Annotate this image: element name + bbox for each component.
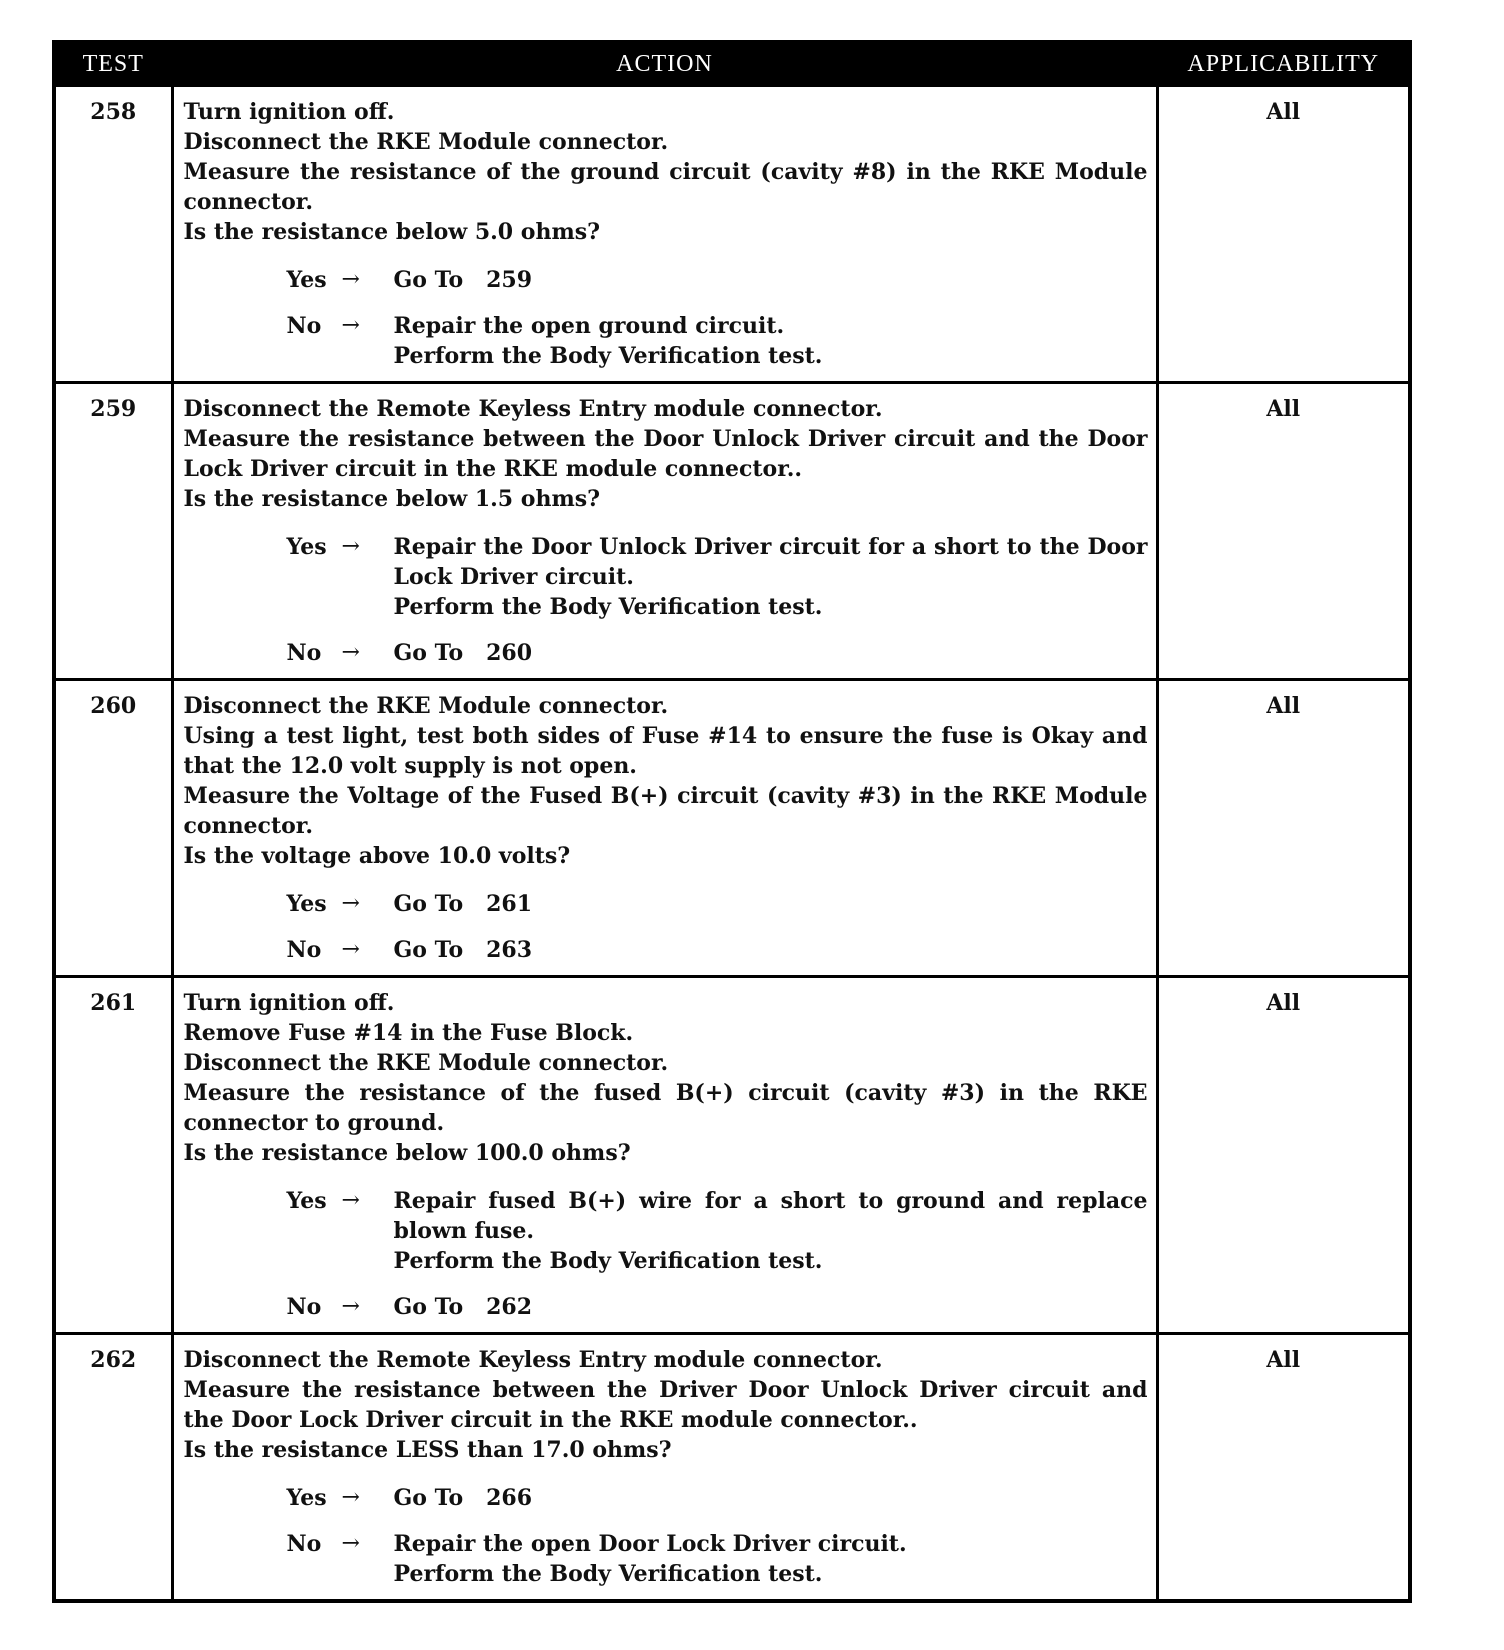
outcome-result <box>394 311 1148 371</box>
action-step: Remove Fuse #14 in the Fuse Block. <box>183 1020 634 1046</box>
outcome-list <box>184 889 1148 965</box>
outcome-answer: No <box>286 640 322 666</box>
outcome-result-line: Perform the Body Verification test. <box>393 594 823 620</box>
outcome-result-line: Perform the Body Verification test. <box>393 1248 823 1274</box>
outcome-yes <box>287 265 1148 295</box>
action-step: Measure the resistance between the Driver Door Unlock Driver circuit and the Door Lock Driver circuit in the RKE module connector.. <box>183 1377 1148 1433</box>
outcome-result-line: Go To 262 <box>393 1294 533 1320</box>
outcome-answer: No <box>286 313 322 339</box>
table-body <box>54 86 1410 1602</box>
applicability-value: All <box>1157 383 1410 680</box>
outcome-no <box>287 311 1148 371</box>
test-number: 259 <box>54 383 172 680</box>
outcome-result <box>394 889 1148 919</box>
test-number: 260 <box>54 680 172 977</box>
action-cell <box>172 680 1157 977</box>
applicability-value: All <box>1157 680 1410 977</box>
header-test: TEST <box>54 42 172 86</box>
outcome-no <box>287 1529 1148 1589</box>
action-step: Is the resistance below 100.0 ohms? <box>183 1140 631 1166</box>
outcome-yes <box>287 889 1148 919</box>
outcome-result-line: Perform the Body Verification test. <box>393 1561 823 1587</box>
right-arrow-icon: → <box>341 1485 360 1510</box>
table-row <box>54 1334 1410 1602</box>
applicability-value: All <box>1157 86 1410 383</box>
right-arrow-icon: → <box>341 891 360 916</box>
action-cell <box>172 1334 1157 1602</box>
test-number: 262 <box>54 1334 172 1602</box>
table-header-row <box>54 42 1410 86</box>
right-arrow-icon: → <box>341 1188 360 1213</box>
outcome-result-line: Perform the Body Verification test. <box>393 343 823 369</box>
applicability-value: All <box>1157 977 1410 1334</box>
header-action: ACTION <box>172 42 1157 86</box>
outcome-result-line: Repair the open Door Lock Driver circuit. <box>393 1531 907 1557</box>
outcome-yes <box>287 1483 1148 1513</box>
outcome-answer: Yes <box>286 267 327 293</box>
right-arrow-icon: → <box>341 1294 360 1319</box>
test-number: 261 <box>54 977 172 1334</box>
applicability-value: All <box>1157 1334 1410 1602</box>
action-step: Measure the Voltage of the Fused B(+) circuit (cavity #3) in the RKE Module connector. <box>183 783 1148 839</box>
outcome-answer: Yes <box>286 1485 327 1511</box>
outcome-list <box>184 265 1148 371</box>
action-cell <box>172 86 1157 383</box>
action-cell <box>172 383 1157 680</box>
outcome-yes <box>286 532 1156 622</box>
outcome-result-line: Repair fused B(+) wire for a short to ground and replace blown fuse. <box>393 1188 1156 1244</box>
diagnostic-test-table <box>52 40 1412 1603</box>
outcome-result-line: Repair the Door Unlock Driver circuit for a short to the Door Lock Driver circuit. <box>393 534 1156 590</box>
outcome-result <box>394 935 1148 965</box>
outcome-no <box>287 935 1148 965</box>
outcome-list <box>184 1186 1156 1322</box>
outcome-answer: Yes <box>286 891 327 917</box>
outcome-result-line: Go To 259 <box>393 267 533 293</box>
outcome-no <box>287 1292 1148 1322</box>
outcome-answer: Yes <box>286 1188 327 1214</box>
outcome-result <box>394 638 1148 668</box>
table-row <box>54 383 1410 680</box>
header-applicability: APPLICABILITY <box>1157 42 1410 86</box>
table-row <box>54 86 1410 383</box>
outcome-result <box>393 532 1156 622</box>
action-step: Is the resistance below 1.5 ohms? <box>183 486 600 512</box>
action-step: Using a test light, test both sides of Fuse #14 to ensure the fuse is Okay and that the 12.0 volt supply is not open. <box>183 723 1148 779</box>
right-arrow-icon: → <box>341 534 360 559</box>
outcome-result-line: Go To 260 <box>393 640 533 666</box>
outcome-answer: No <box>286 937 322 963</box>
outcome-answer: No <box>286 1531 322 1557</box>
table-row <box>54 680 1410 977</box>
outcome-list <box>184 1483 1148 1589</box>
outcome-answer: Yes <box>286 534 327 560</box>
outcome-result <box>394 1529 1148 1589</box>
right-arrow-icon: → <box>341 1531 360 1556</box>
right-arrow-icon: → <box>341 937 360 962</box>
outcome-no <box>287 638 1148 668</box>
action-step: Disconnect the Remote Keyless Entry module connector. <box>183 1347 883 1373</box>
action-step: Measure the resistance of the fused B(+) circuit (cavity #3) in the RKE connector to ground. <box>183 1080 1148 1136</box>
table-row <box>54 977 1410 1334</box>
right-arrow-icon: → <box>341 313 360 338</box>
outcome-result <box>394 265 1148 295</box>
action-step: Is the resistance LESS than 17.0 ohms? <box>183 1437 672 1463</box>
right-arrow-icon: → <box>341 267 360 292</box>
action-step: Disconnect the RKE Module connector. <box>183 129 669 155</box>
action-step: Measure the resistance between the Door Unlock Driver circuit and the Door Lock Driver circuit in the RKE module connector.. <box>183 426 1148 482</box>
outcome-result-line: Go To 261 <box>393 891 533 917</box>
action-step: Measure the resistance of the ground circuit (cavity #8) in the RKE Module connector. <box>183 159 1148 215</box>
outcome-result <box>394 1483 1148 1513</box>
action-step: Is the voltage above 10.0 volts? <box>183 843 571 869</box>
action-step: Disconnect the RKE Module connector. <box>183 1050 669 1076</box>
outcome-result <box>393 1186 1156 1276</box>
action-step: Turn ignition off. <box>183 99 395 125</box>
action-step: Disconnect the RKE Module connector. <box>183 693 669 719</box>
action-cell <box>172 977 1157 1334</box>
outcome-result-line: Go To 266 <box>393 1485 533 1511</box>
outcome-result-line: Repair the open ground circuit. <box>393 313 785 339</box>
outcome-list <box>184 532 1156 668</box>
outcome-result <box>394 1292 1148 1322</box>
right-arrow-icon: → <box>341 640 360 665</box>
outcome-answer: No <box>286 1294 322 1320</box>
diagnostic-procedure-page <box>52 40 1408 1603</box>
test-number: 258 <box>54 86 172 383</box>
action-step: Turn ignition off. <box>183 990 395 1016</box>
action-step: Disconnect the Remote Keyless Entry module connector. <box>183 396 883 422</box>
action-step: Is the resistance below 5.0 ohms? <box>183 219 600 245</box>
outcome-yes <box>286 1186 1156 1276</box>
outcome-result-line: Go To 263 <box>393 937 533 963</box>
